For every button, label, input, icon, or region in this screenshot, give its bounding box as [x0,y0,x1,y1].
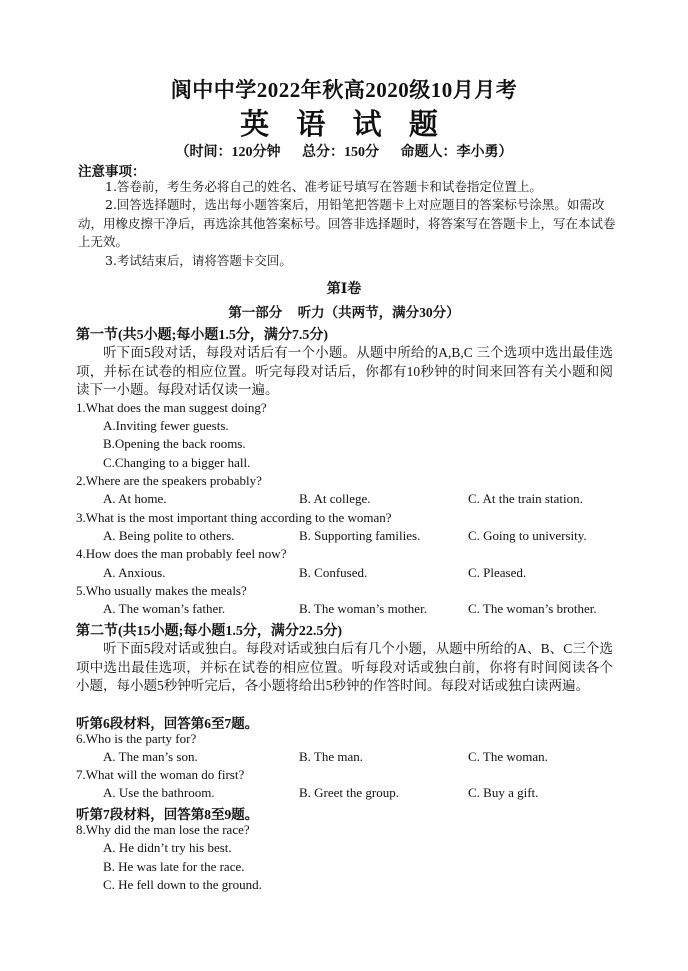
question-4-stem: 4.How does the man probably feel now? [76,546,287,561]
notice-heading: 注意事项： [78,164,146,179]
question-1-option-b: B.Opening the back rooms. [103,436,246,451]
question-7-option-a: A. Use the bathroom. [103,785,215,800]
volume-title: 第Ⅰ卷 [326,282,362,297]
question-6-option-a: A. The man’s son. [103,749,198,764]
question-1-stem: 1.What does the man suggest doing? [76,400,267,415]
question-5-options [103,601,623,619]
exam-author: 命题人：李小勇） [400,145,513,160]
question-4-options [103,565,623,583]
exam-meta [0,141,688,161]
notice-item-3: 3.考试结束后，请将答题卡交回。 [105,253,292,268]
question-8-stem: 8.Why did the man lose the race? [76,822,250,837]
part-name: 第一部分 [228,305,283,320]
question-7-option-b: B. Greet the group. [299,785,400,800]
question-4-option-a: A. Anxious. [103,565,166,580]
exam-score: 总分：150分 [302,145,379,160]
question-5-option-b: B. The woman’s mother. [299,601,427,616]
section2-heading: 第二节(共15小题;每小题1.5分，满分22.5分) [76,624,342,639]
section2-instructions: 听下面5段对话或独白。每段对话或独白后有几个小题，从题中所给的A、B、C三个选项中选出最佳选项，并标在试卷的相应位置。听每段对话或独白前，你将有时间阅读各个小题，每小题5秒钟听完后，各小题将给出5秒钟的作答时间。每段对话或独白读两遍。 [76,641,613,693]
question-7-options [103,785,623,803]
question-2-option-b: B. At college. [299,491,371,506]
exam-subject: 英 语 试 题 [240,109,448,141]
question-1-option-c: C.Changing to a bigger hall. [103,455,251,470]
question-3-options [103,528,623,546]
question-3-stem: 3.What is the most important thing according to the woman? [76,510,392,525]
question-2-options [103,491,623,509]
question-8-option-a: A. He didn’t try his best. [103,840,232,855]
question-4-option-c: C. Pleased. [468,565,527,580]
question-6-option-b: B. The man. [299,749,364,764]
question-3-option-c: C. Going to university. [468,528,587,543]
question-4-option-b: B. Confused. [299,565,368,580]
question-8-option-c: C. He fell down to the ground. [103,877,262,892]
question-7-stem: 7.What will the woman do first? [76,767,245,782]
question-2-stem: 2.Where are the speakers probably? [76,473,262,488]
question-5-option-c: C. The woman’s brother. [468,601,597,616]
section1-heading: 第一节(共5小题;每小题1.5分，满分7.5分) [76,328,328,343]
question-2-option-a: A. At home. [103,491,167,506]
material-6-heading: 听第6段材料，回答第6至7题。 [76,716,259,731]
notice-item-2: 2.回答选择题时，选出每小题答案后，用铅笔把答题卡上对应题目的答案标号涂黑。如需改动，用橡皮擦干净后，再选涂其他答案标号。回答非选择题时，将答案写在答题卡上，写在本试卷上无效。 [78,197,616,249]
exam-time: （时间：120分钟 [175,145,281,160]
question-1-option-a: A.Inviting fewer guests. [103,418,229,433]
exam-title: 阆中中学2022年秋高2020级10月月考 [170,78,518,102]
question-3-option-a: A. Being polite to others. [103,528,235,543]
question-7-option-c: C. Buy a gift. [468,785,539,800]
part-desc: 听力（共两节，满分30分） [297,305,460,320]
question-3-option-b: B. Supporting families. [299,528,421,543]
question-6-option-c: C. The woman. [468,749,548,764]
notice-item-1: 1.答卷前，考生务必将自己的姓名、准考证号填写在答题卡和试卷指定位置上。 [105,179,542,194]
material-7-heading: 听第7段材料，回答第8至9题。 [76,807,259,822]
section1-instructions: 听下面5段对话，每段对话后有一个小题。从题中所给的A,B,C 三个选项中选出最佳选项，并标在试卷的相应位置。听完每段对话后，你都有10秒钟的时间来回答有关小题和阅读下一小题。每段对话仅读一遍。 [76,345,613,397]
question-6-options [103,749,623,767]
question-5-option-a: A. The woman’s father. [103,601,226,616]
question-5-stem: 5.Who usually makes the meals? [76,583,247,598]
question-8-option-b: B. He was late for the race. [103,859,245,874]
part-title [0,301,688,321]
question-6-stem: 6.Who is the party for? [76,731,197,746]
question-2-option-c: C. At the train station. [468,491,583,506]
